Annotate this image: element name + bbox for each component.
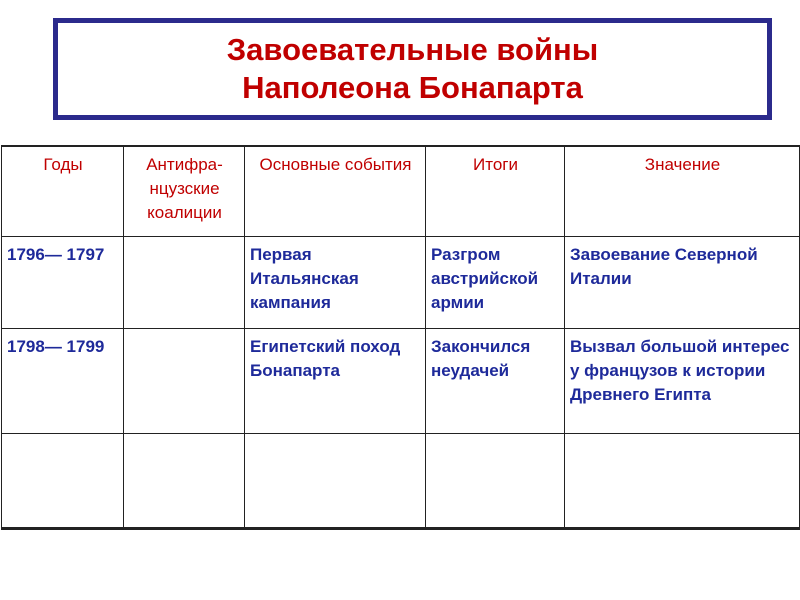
cell-significance: Завоевание Северной Италии — [565, 236, 800, 328]
table-row — [2, 433, 800, 528]
wars-table — [1, 145, 800, 530]
header-results: Итоги — [426, 146, 565, 236]
header-years: Годы — [2, 146, 124, 236]
title-box — [53, 18, 772, 120]
cell-significance — [565, 433, 800, 528]
header-significance: Значение — [565, 146, 800, 236]
header-coalitions: Антифра-нцузские коалиции — [124, 146, 245, 236]
table-row — [2, 236, 800, 328]
cell-events: Египетский поход Бонапарта — [245, 328, 426, 433]
cell-years: 1796— 1797 — [2, 236, 124, 328]
cell-results: Закончился неудачей — [426, 328, 565, 433]
header-events: Основные события — [245, 146, 426, 236]
cell-significance: Вызвал большой интерес у французов к истории Древнего Египта — [565, 328, 800, 433]
cell-events — [245, 433, 426, 528]
cell-years: 1798— 1799 — [2, 328, 124, 433]
table-header-row — [2, 146, 800, 236]
table-row — [2, 328, 800, 433]
cell-coalitions — [124, 328, 245, 433]
cell-results — [426, 433, 565, 528]
cell-events: Первая Итальянская кампания — [245, 236, 426, 328]
cell-coalitions — [124, 433, 245, 528]
cell-years — [2, 433, 124, 528]
title-line-1: Завоевательные войны — [226, 32, 599, 67]
cell-results: Разгром австрийской армии — [426, 236, 565, 328]
cell-coalitions — [124, 236, 245, 328]
title-line-2: Наполеона Бонапарта — [242, 70, 583, 105]
